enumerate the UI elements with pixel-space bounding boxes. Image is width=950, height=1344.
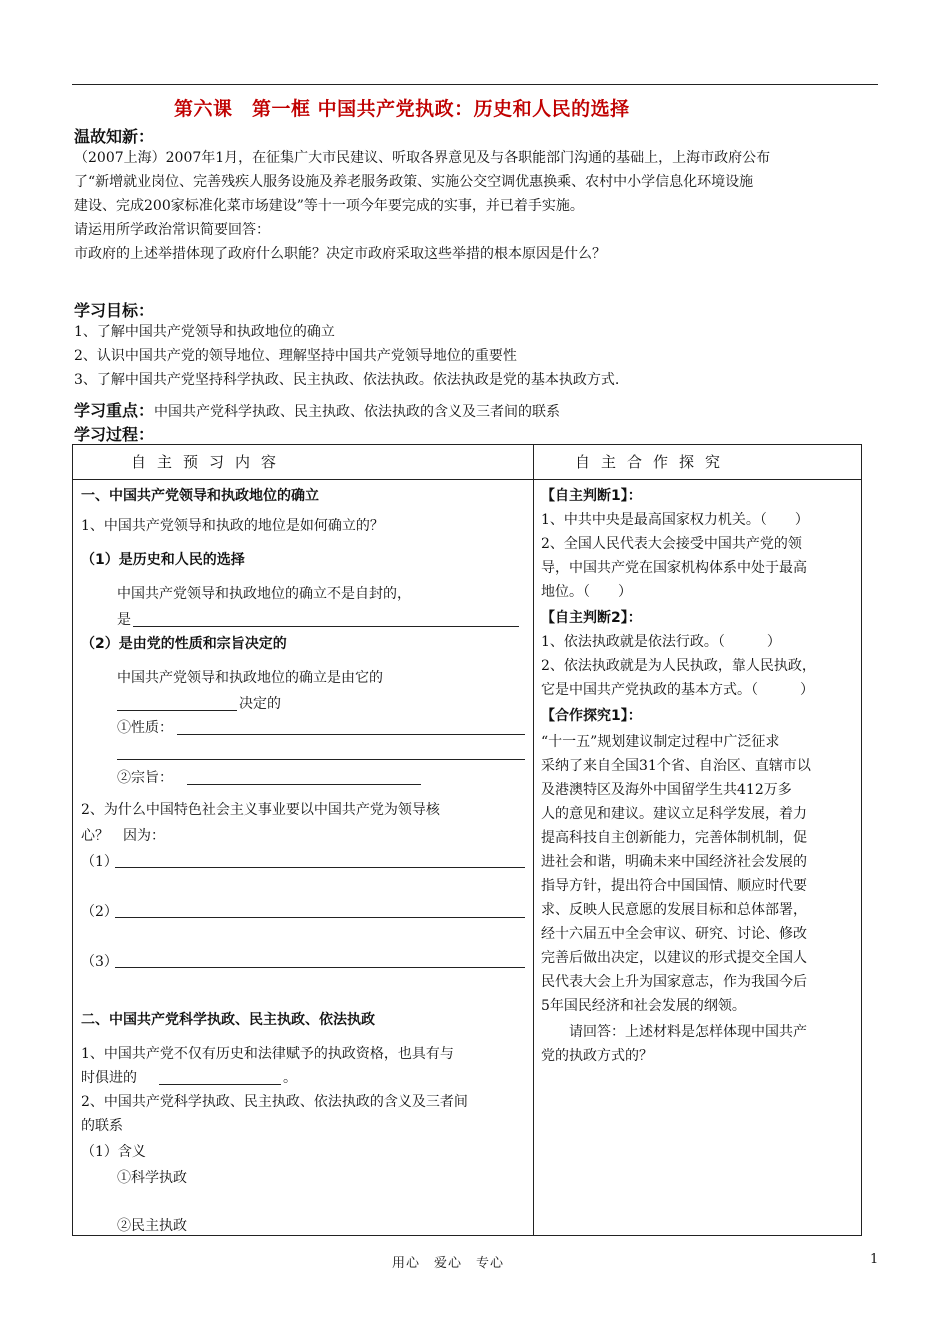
- keypoint-text: 中国共产党科学执政、民主执政、依法执政的含义及三者间的联系: [154, 404, 561, 420]
- reason-1-label: （1）: [81, 854, 118, 870]
- goal-item: 2、认识中国共产党的领导地位、理解坚持中国共产党领导地位的重要性: [74, 348, 517, 364]
- democratic-governance: ②民主执政: [117, 1218, 187, 1234]
- goal-item: 1、了解中国共产党领导和执政地位的确立: [74, 324, 335, 340]
- meaning-label: （1）含义: [81, 1144, 146, 1160]
- judgment-1-item2-line: 2、全国人民代表大会接受中国共产党的领: [541, 536, 802, 552]
- section2-title: 二、中国共产党科学执政、民主执政、依法执政: [81, 1012, 375, 1028]
- keypoint-heading: 学习重点：: [74, 401, 155, 420]
- judgment-1-item2-line: 地位。（ ）: [541, 584, 632, 600]
- section2-q2-line2: 的联系: [81, 1118, 123, 1134]
- material-line: 求、反映人民意愿的发展目标和总体部署，: [541, 902, 807, 918]
- material-line: 提高科技自主创新能力，完善体制机制，促: [541, 830, 807, 846]
- judgment-2-title: 【自主判断2】：: [541, 610, 642, 626]
- material-line: 指导方针，提出符合中国国情、顺应时代要: [541, 878, 807, 894]
- review-line: 建设、完成200家标准化菜市场建设”等十一项今年要完成的实事，并已着手实施。: [74, 198, 584, 214]
- question-1-part-a-text: 中国共产党领导和执政地位的确立不是自封的，: [117, 586, 411, 602]
- reason-3-label: （3）: [81, 954, 118, 970]
- answer-blank: [115, 867, 525, 868]
- answer-blank: [187, 784, 421, 785]
- answer-blank: [117, 710, 237, 711]
- review-line: 了“新增就业岗位、完善残疾人服务设施及养老服务政策、实施公交空调优惠换乘、农村中小学信息化环境设施: [74, 174, 754, 190]
- section2-q1-line1: 1、中国共产党不仅有历史和法律赋予的执政资格，也具有与: [81, 1046, 454, 1062]
- header-divider: [73, 479, 861, 480]
- reason-2-label: （2）: [81, 904, 118, 920]
- judgment-2-item2-line: 2、依法执政就是为人民执政，靠人民执政，: [541, 658, 816, 674]
- judgment-1-item1: 1、中共中央是最高国家权力机关。（ ）: [541, 512, 809, 528]
- purpose-label: ②宗旨：: [117, 770, 173, 786]
- scientific-governance: ①科学执政: [117, 1170, 187, 1186]
- footer-slogan: 用心 爱心 专心: [392, 1256, 505, 1271]
- question-2-line1: 2、为什么中国特色社会主义事业要以中国共产党为领导核: [81, 802, 440, 818]
- goals-list: [74, 320, 619, 392]
- answer-blank: [115, 967, 525, 968]
- answer-blank: [177, 734, 525, 735]
- section2-q1-end: 。: [283, 1070, 297, 1086]
- review-text: [74, 146, 770, 266]
- goal-item: 3、了解中国共产党坚持科学执政、民主执政、依法执政。依法执政是党的基本执政方式.: [74, 372, 620, 388]
- goals-heading: 学习目标：: [74, 301, 155, 320]
- material-line: “十一五”规划建议制定过程中广泛征求: [541, 734, 780, 750]
- review-line: 请运用所学政治常识简要回答：: [74, 222, 270, 238]
- material-line: 民代表大会上升为国家意志，作为我国今后: [541, 974, 807, 990]
- material-line: 人的意见和建议。建议立足科学发展，着力: [541, 806, 807, 822]
- material-line: 完善后做出决定，以建议的形式提交全国人: [541, 950, 807, 966]
- cooperation-title: 【合作探究1】：: [541, 708, 642, 724]
- question-1-part-b-text: 中国共产党领导和执政地位的确立是由它的: [117, 670, 383, 686]
- header-rule: [72, 84, 878, 85]
- study-table: [72, 444, 862, 1236]
- material-line: 经十六届五中全会审议、研究、讨论、修改: [541, 926, 807, 942]
- review-heading: 温故知新：: [74, 127, 155, 146]
- question-line: 请回答：上述材料是怎样体现中国共产: [569, 1024, 807, 1040]
- question-1-part-a-shi: 是: [117, 612, 131, 628]
- answer-blank: [159, 1084, 281, 1085]
- question-line: 党的执政方式的？: [541, 1048, 653, 1064]
- question-2-line2: 心？ 因为：: [81, 828, 165, 844]
- keypoint-row: [74, 398, 560, 421]
- process-heading: 学习过程：: [74, 425, 155, 444]
- question-1-part-b-decided: 决定的: [239, 696, 281, 712]
- question-1-part-a-title: （1）是历史和人民的选择: [81, 552, 245, 568]
- section1-title: 一、中国共产党领导和执政地位的确立: [81, 488, 319, 504]
- answer-blank: [115, 917, 525, 918]
- answer-blank: [117, 759, 525, 760]
- material-line: 及港澳特区及海外中国留学生共412万多: [541, 782, 792, 798]
- material-line: 采纳了来自全国31个省、自治区、直辖市以: [541, 758, 811, 774]
- column-divider: [533, 445, 534, 1235]
- judgment-2-item1: 1、依法执政就是依法行政。（ ）: [541, 634, 781, 650]
- material-line: 5年国民经济和社会发展的纲领。: [541, 998, 746, 1014]
- review-line: （2007上海）2007年1月，在征集广大市民建议、听取各界意见及与各职能部门沟通的基础上，上海市政府公布: [74, 150, 771, 166]
- left-column-header: 自主预习内容: [131, 453, 288, 471]
- judgment-1-title: 【自主判断1】：: [541, 488, 642, 504]
- nature-label: ①性质：: [117, 720, 173, 736]
- section2-q1-line2: 时俱进的: [81, 1070, 137, 1086]
- judgment-1-item2-line: 导，中国共产党在国家机构体系中处于最高: [541, 560, 807, 576]
- section2-q2-line1: 2、中国共产党科学执政、民主执政、依法执政的含义及三者间: [81, 1094, 468, 1110]
- right-column-header: 自主合作探究: [575, 453, 732, 471]
- question-1: 1、中国共产党领导和执政的地位是如何确立的？: [81, 518, 384, 534]
- page-title: 第六课 第一框 中国共产党执政：历史和人民的选择: [174, 98, 630, 120]
- answer-blank: [133, 626, 519, 627]
- review-question: 市政府的上述举措体现了政府什么职能？决定市政府采取这些举措的根本原因是什么？: [74, 246, 606, 262]
- page-number: 1: [870, 1252, 879, 1267]
- question-1-part-b-title: （2）是由党的性质和宗旨决定的: [81, 636, 287, 652]
- judgment-2-item2-line: 它是中国共产党执政的基本方式。（ ）: [541, 682, 814, 698]
- material-line: 进社会和谐，明确未来中国经济社会发展的: [541, 854, 807, 870]
